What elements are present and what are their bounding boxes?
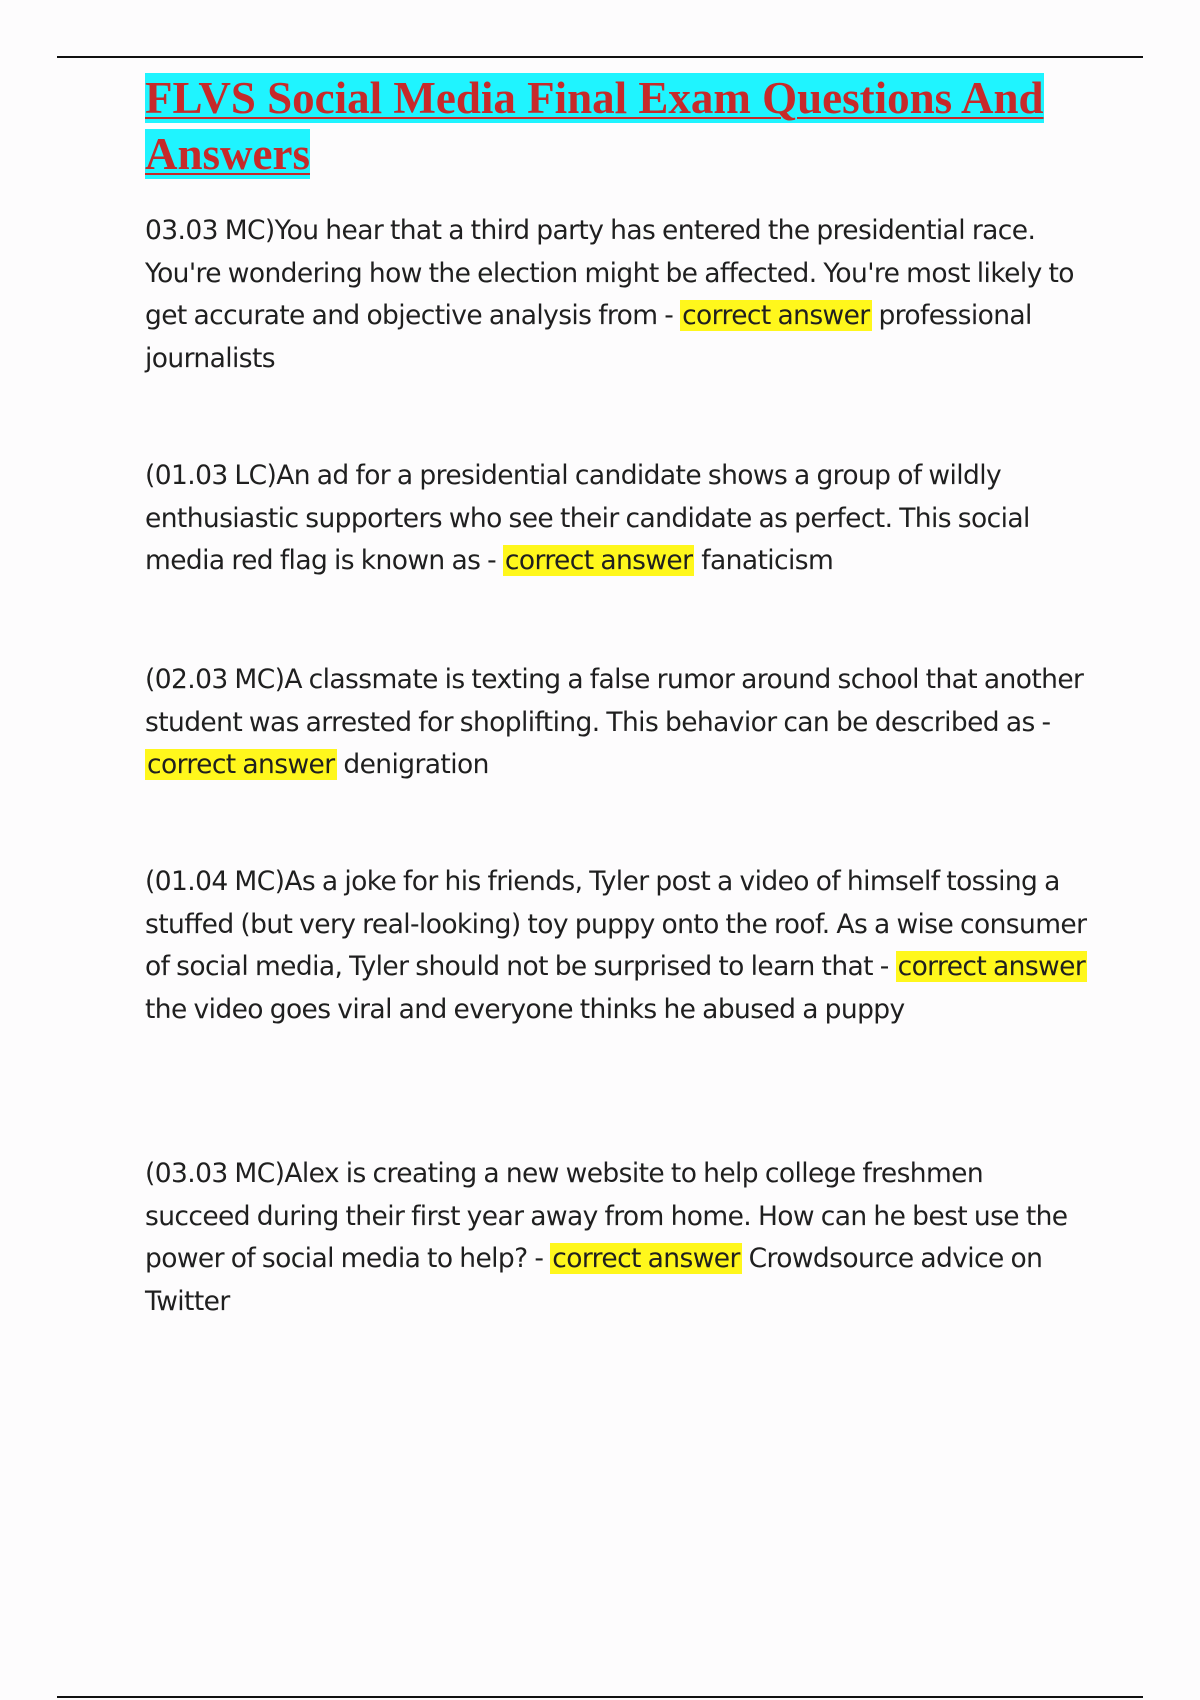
answer-text: the video goes viral and everyone thinks he abused a puppy	[145, 993, 905, 1025]
bottom-rule	[57, 1696, 1143, 1698]
question-text: 03.03 MC)You hear that a third party has entered the presidential race. You're wondering how the election might be affected. You're most likely to get accurate and objective analysis from -	[145, 215, 1074, 331]
top-rule	[57, 56, 1143, 58]
page-title-text: FLVS Social Media Final Exam Questions And Answers	[145, 73, 1044, 179]
answer-text: professional journalists	[145, 300, 1032, 374]
correct-answer-marker: correct answer	[147, 749, 335, 780]
answer-text: denigration	[343, 749, 489, 780]
correct-answer-marker: correct answer	[682, 300, 870, 331]
correct-answer-marker: correct answer	[897, 951, 1086, 982]
answer-text: Crowdsource advice on Twitter	[145, 1243, 1043, 1317]
qa-item-3	[145, 659, 1090, 787]
qa-item-4	[145, 861, 1090, 1031]
question-text: (03.03 MC)Alex is creating a new website to help college freshmen succeed during their first year away from home. How can he best use the power of social media to help? -	[145, 1158, 1068, 1274]
qa-item-5	[145, 1153, 1090, 1323]
qa-item-1	[145, 210, 1090, 380]
correct-answer-marker: correct answer	[504, 545, 693, 576]
question-text: (01.03 LC)An ad for a presidential candidate shows a group of wildly enthusiastic supporters who see their candidate as perfect. This social media red flag is known as -	[145, 460, 1030, 576]
question-text: (01.04 MC)As a joke for his friends, Tyler post a video of himself tossing a stuffed (but very real-looking) toy puppy onto the roof. As a wise consumer of social media, Tyler should not be surprised to learn that -	[145, 866, 1087, 982]
page-title	[145, 70, 1045, 182]
question-text: (02.03 MC)A classmate is texting a false rumor around school that another student was arrested for shoplifting. This behavior can be described as -	[145, 664, 1084, 738]
qa-item-2	[145, 455, 1090, 583]
correct-answer-marker: correct answer	[552, 1243, 740, 1274]
answer-text: fanaticism	[701, 545, 834, 576]
